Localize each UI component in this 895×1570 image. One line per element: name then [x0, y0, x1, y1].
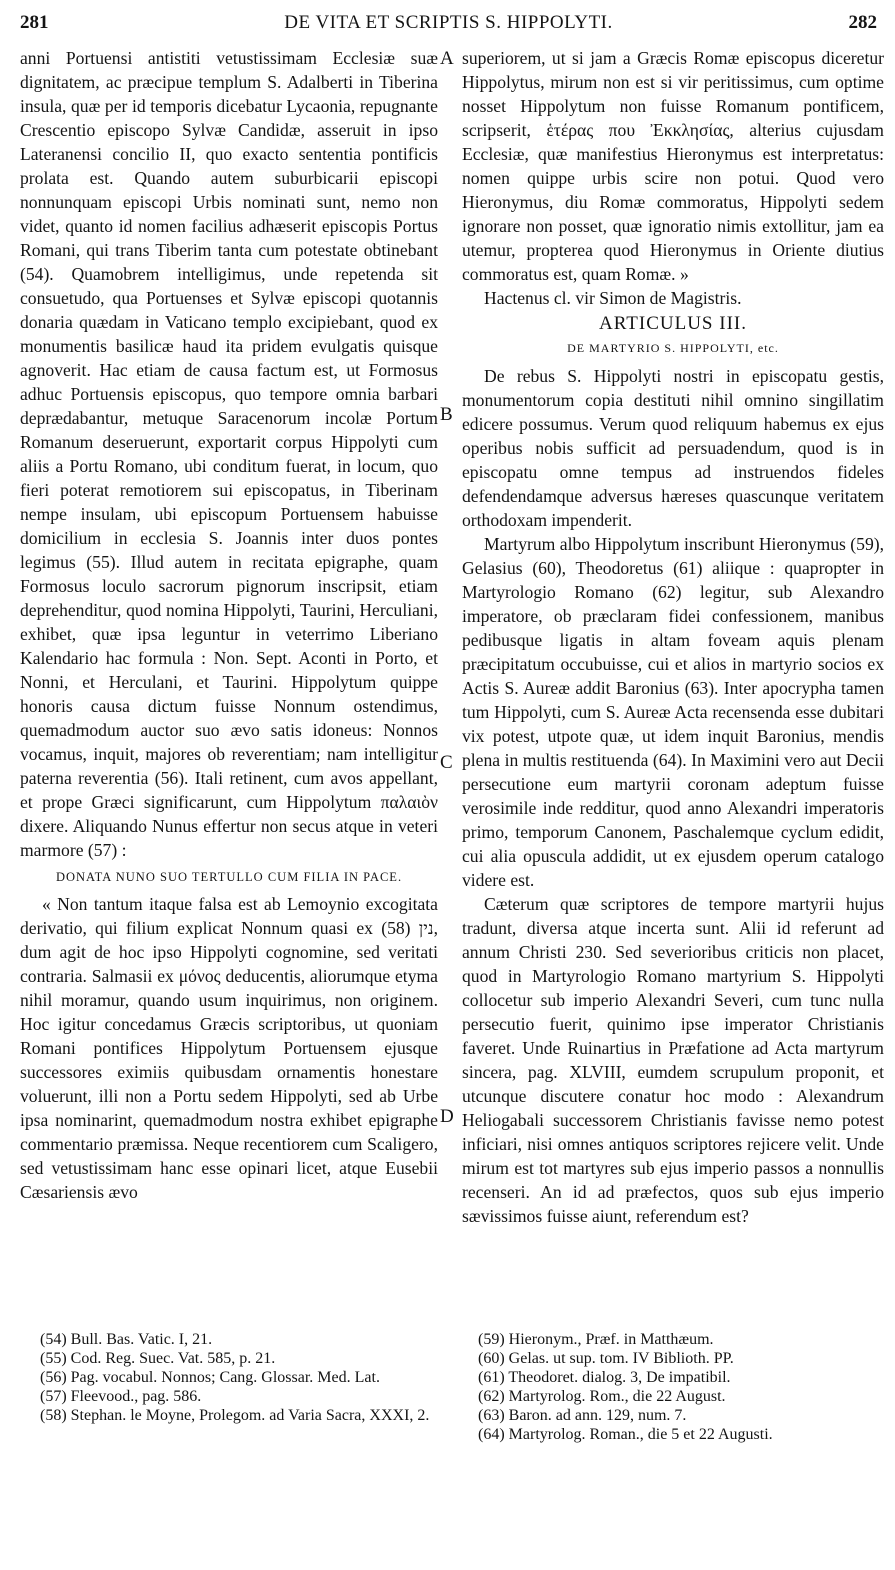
page-number-left: 281: [20, 12, 49, 33]
footnote: (54) Bull. Bas. Vatic. I, 21.: [40, 1331, 213, 1348]
left-paragraph-2: « Non tantum itaque falsa est ab Lemoynio excogitata derivatio, qui filium explicat Nonnum quasi ex נין (58), dum agit de hoc ipso Hippolyti cognomine, sed veritati contraria. Salmasii ex μόνος deducentis, aliorumque etyma nihil moramur, quando usum inquirimus, non originem. Hoc igitur concedamus Græcis scriptoribus, ut quoniam Romani pontifices Hippolytum Portuensem ejusque successores eximiis quibusdam ornamentis honestare voluerunt, illi non a Portu sedem Hippolyti, sed ab Urbe ipsa nominarint, quemadmodum nostra exhibet epigraphe commentario præmissa. Neque recentiorem cum Scaligero, sed vetustissimam hanc esse opinari licet, atque Eusebii Cæsariensis ævo: [20, 894, 438, 1202]
margin-letter-b: B: [440, 404, 453, 425]
footnotes-left: [40, 1330, 440, 1425]
footnote: (56) Pag. vocabul. Nonnos; Cang. Glossar. Med. Lat.: [40, 1369, 380, 1386]
footnote: (59) Hieronym., Præf. in Matthæum.: [478, 1331, 714, 1348]
left-column: [20, 46, 438, 1204]
footnote: (64) Martyrolog. Roman., die 5 et 22 Augusti.: [478, 1426, 773, 1443]
footnote: (58) Stephan. le Moyne, Prolegom. ad Varia Sacra, XXXI, 2.: [40, 1407, 430, 1424]
right-paragraph-3: De rebus S. Hippolyti nostri in episcopatu gestis, monumentorum copia destituti nihil omnino singillatim edicere possumus. Verum quod reliquum habemus ex ejus operibus nobis sufficit ad persuadendum, quod is in episcopatu omne tempus ad instruendos fideles defendendamque adversus hæreses quascunque veritatem orthodoxam impenderit.: [462, 366, 884, 530]
margin-letter-a: A: [440, 48, 454, 69]
right-paragraph-5: Cæterum quæ scriptores de tempore martyrii hujus tradunt, diversa atque incerta sunt. Alii id referunt ad annum Christi 230. Sed severioribus criticis non placet, quod in Martyrologio Romano martyrium S. Hippolyti collocetur sub imperio Alexandri Severi, cum tunc nulla persecutio fuerit, quinimo ipse imperator Christianis faveret. Unde Ruinartius in Præfatione ad Acta martyrum sincera, pag. XLVIII, eumdem scrupulum proponit, et utcunque discutere conatur hoc modo : Alexandrum Heliogabali successorem Christianis favisse nemo potest inficiari, nisi omnes antiquos scriptores rejicere velit. Unde mirum est tot martyres sub ejus imperio passos a nonnullis recenseri. An id ad præfectos, quos sub ejus imperio sævissimos fuisse aiunt, referendum est?: [462, 894, 884, 1226]
page-header: [20, 8, 877, 38]
right-paragraph-2: Hactenus cl. vir Simon de Magistris.: [484, 288, 742, 308]
footnote: (63) Baron. ad ann. 129, num. 7.: [478, 1407, 687, 1424]
right-paragraph-4: Martyrum albo Hippolytum inscribunt Hieronymus (59), Gelasius (60), Theodoretus (61) aliique : quapropter in Martyrologio Romano (62) legitur, sub Alexandro imperatore, ob præclaram fidei confessionem, manibus pedibusque ligatis in altam foveam aquis plenam præcipitatum occubuisse, cui et alios in martyrio socios ex Actis S. Aureæ addit Baronius (63). Inter apocrypha tamen tum Hippolyti, cum S. Aureæ Acta recensenda esse dubitari vix potest, utpote quæ, ut idem inquit Baronius, mendis plena in multis restituenda (64). In Maximini vero aut Decii persecutione eum martyrii coronam adeptum fuisse verosimile inde redditur, quod anno Alexandri imperatoris primo, temporum Canonem, Paschalemque cyclum edidit, cui alia opuscula addidit, ut ex ejusdem operum catalogo videre est.: [462, 534, 884, 890]
footnote: (57) Fleevood., pag. 586.: [40, 1388, 202, 1405]
right-column: [462, 46, 884, 1228]
margin-letter-d: D: [440, 1106, 454, 1127]
right-paragraph-1: superiorem, ut si jam a Græcis Romæ episcopus diceretur Hippolytus, mirum non est si vir peritissimus, cum optime nosset Hippolytum non fuisse Romanum pontificem, scripserit, ἑτέρας που Ἐκκλησίας, alterius cujusdam Ecclesiæ, quæ manifestius Hieronymus est interpretatus: nomen quippe urbis scire non potui. Quod vero Hieronymus, diu Romæ commoratus, Hippolyti sedem ignorare non posset, quæ ignoratio nimis extollitur, jam ea utemur, propterea quod Hieronymus in Oriente diutius commoratus est, quam Romæ. »: [462, 48, 884, 284]
page-number-right: 282: [848, 12, 877, 33]
article-title: ARTICULUS III.: [599, 313, 747, 334]
article-subtitle: DE MARTYRIO S. HIPPOLYTI, etc.: [567, 341, 779, 355]
footnote: (62) Martyrolog. Rom., die 22 August.: [478, 1388, 726, 1405]
inscription: DONATA NUNO SUO TERTULLO CUM FILIA IN PACE.: [55, 870, 403, 884]
footnotes-right: [478, 1330, 878, 1444]
margin-letter-c: C: [440, 752, 453, 773]
running-title: DE VITA ET SCRIPTIS S. HIPPOLYTI.: [284, 12, 613, 33]
left-paragraph-1: anni Portuensi antistiti vetustissimam Ecclesiæ suæ dignitatem, ac præcipue templum S. Adalberti in Tiberina insula, quæ per id temporis dicebatur Lycaonia, repugnante Crescentio episcopo Sylvæ Candidæ, asseruit in ipso Lateranensi concilio II, quo exacto sententia pontificis prolata est. Quando autem suburbicarii episcopi nonnunquam episcopi Urbis nominati sunt, nemo non videt, quanto id nomen facilius adhæserit episcopis Portus Romani, qui trans Tiberim tanta cum potestate obtinebant (54). Quamobrem intelligimus, unde repetenda sit consuetudo, qua Portuenses et Sylvæ episcopi quotannis donaria quædam in Vaticano templo excipiebant, quod ex monumentis basilicæ haud ita pridem evulgatis quisque agnoverit. Hac etiam de causa factum est, ut Formosus adhuc Portuensis episcopus, quo tempore omnia barbari deprædabantur, metuque Saracenorum incolæ Portum Romanum deseruerunt, exportarit corpus Hippolyti cum aliis a Portu Romano, ubi conditum fuerat, in locum, quo fieri poterat remotiorem sui episcopatus, in Tiberinam nempe insulam, ubi episcopum Portuensem habuisse domicilium in ecclesia S. Joannis inter duos pontes legimus (55). Illud autem in recitata epigraphe, quam Formosus loculo sacrorum pignorum inscripsit, etiam deprehenditur, quod nomina Hippolyti, Taurini, Herculiani, exhibet, quæ ipsa leguntur in veterrimo Liberiano Kalendario hac formula : Non. Sept. Aconti in Porto, et Nonni, et Herculani, et Taurini. Hippolytum quippe honoris causa dictum fuisse Nonnum ostendimus, quemadmodum auctor suo ævo satis idoneus: Nonnos vocamus, inquit, majores ob reverentiam; nam intelligitur paterna reverentia (56). Itali retinent, cum avos appellant, et prope Græci significarunt, cum Hippolytum παλαιὸν dixere. Aliquando Nunus effertur non secus atque in veteri marmore (57) :: [20, 48, 438, 860]
footnote: (55) Cod. Reg. Suec. Vat. 585, p. 21.: [40, 1350, 276, 1367]
footnote: (60) Gelas. ut sup. tom. IV Biblioth. PP.: [478, 1350, 734, 1367]
footnote: (61) Theodoret. dialog. 3, De impatibil.: [478, 1369, 731, 1386]
